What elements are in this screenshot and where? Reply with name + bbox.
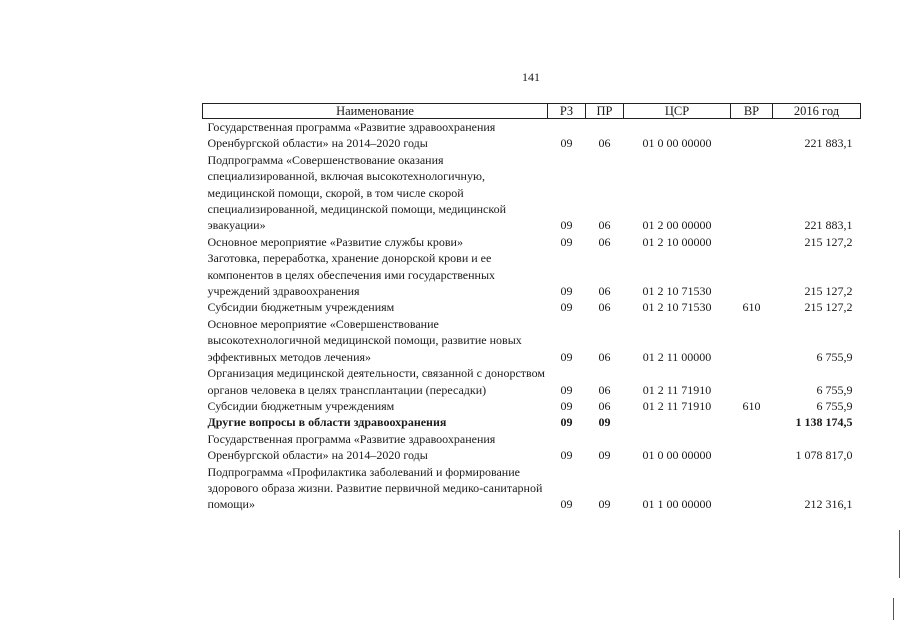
cell-vr: 610 bbox=[742, 398, 761, 413]
table-row bbox=[203, 464, 861, 513]
cell-vr bbox=[731, 414, 773, 430]
cell-rz: 09 bbox=[560, 448, 573, 463]
cell-csr: 01 2 10 71530 bbox=[642, 284, 712, 299]
cell-csr bbox=[624, 414, 731, 430]
scan-mark bbox=[899, 530, 900, 578]
column-header-pr: ПР bbox=[586, 104, 624, 119]
budget-table bbox=[202, 103, 861, 513]
cell-amount: 221 883,1 bbox=[804, 136, 853, 151]
cell-rz: 09 bbox=[560, 398, 573, 413]
cell-csr: 01 2 11 00000 bbox=[642, 349, 712, 364]
cell-pr: 06 bbox=[598, 218, 611, 233]
table-header-row bbox=[203, 104, 861, 119]
cell-rz: 09 bbox=[560, 349, 573, 364]
cell-csr: 01 0 00 00000 bbox=[642, 448, 712, 463]
cell-amount: 221 883,1 bbox=[804, 218, 853, 233]
table-row bbox=[203, 152, 861, 234]
cell-vr bbox=[731, 365, 773, 398]
cell-pr: 06 bbox=[598, 136, 611, 151]
cell-vr bbox=[731, 152, 773, 234]
cell-name: Субсидии бюджетным учреждениям bbox=[207, 300, 395, 315]
table-row bbox=[203, 119, 861, 152]
cell-name: Подпрограмма «Совершенствование оказания специализированной, включая высокотехнологичную, медицинской помощи, скорой, в том числе скорой специализированной, медицинской помощи, медицинской эвакуации» bbox=[207, 152, 507, 233]
column-header-rz: РЗ bbox=[548, 104, 586, 119]
cell-amount: 215 127,2 bbox=[804, 234, 853, 249]
cell-rz: 09 bbox=[560, 234, 573, 249]
cell-amount: 6 755,9 bbox=[816, 349, 853, 364]
table-row bbox=[203, 414, 861, 430]
cell-csr: 01 1 00 00000 bbox=[642, 497, 712, 512]
cell-amount: 1 138 174,5 bbox=[795, 415, 853, 430]
table-row bbox=[203, 365, 861, 398]
cell-pr: 06 bbox=[598, 398, 611, 413]
cell-amount: 215 127,2 bbox=[804, 300, 853, 315]
table-row bbox=[203, 299, 861, 315]
cell-rz: 09 bbox=[560, 218, 573, 233]
cell-csr: 01 2 10 00000 bbox=[642, 234, 712, 249]
table-row bbox=[203, 398, 861, 414]
cell-amount: 1 078 817,0 bbox=[795, 448, 853, 463]
cell-csr: 01 2 00 00000 bbox=[642, 218, 712, 233]
cell-amount: 212 316,1 bbox=[804, 497, 853, 512]
cell-pr: 06 bbox=[598, 234, 611, 249]
column-header-amount: 2016 год bbox=[773, 104, 861, 119]
cell-rz: 09 bbox=[560, 136, 573, 151]
table-body bbox=[203, 119, 861, 513]
cell-rz: 09 bbox=[560, 415, 573, 430]
cell-rz: 09 bbox=[560, 300, 573, 315]
cell-csr: 01 2 10 71530 bbox=[642, 300, 712, 315]
cell-rz: 09 bbox=[560, 382, 573, 397]
cell-vr bbox=[731, 119, 773, 152]
table-row bbox=[203, 431, 861, 464]
cell-pr: 06 bbox=[598, 382, 611, 397]
cell-vr bbox=[731, 234, 773, 250]
cell-vr bbox=[731, 316, 773, 365]
table-row bbox=[203, 234, 861, 250]
cell-vr bbox=[731, 464, 773, 513]
cell-pr: 09 bbox=[598, 497, 611, 512]
cell-name: Организация медицинской деятельности, связанной с донорством органов человека в целях трансплантации (пересадки) bbox=[207, 366, 545, 397]
cell-name: Другие вопросы в области здравоохранения bbox=[207, 415, 447, 430]
cell-csr: 01 2 11 71910 bbox=[642, 398, 712, 413]
cell-pr: 06 bbox=[598, 349, 611, 364]
cell-csr: 01 0 00 00000 bbox=[642, 136, 712, 151]
cell-pr: 09 bbox=[598, 448, 611, 463]
cell-name: Подпрограмма «Профилактика заболеваний и формирование здорового образа жизни. Развитие первичной медико-санитарной помощи» bbox=[207, 464, 543, 512]
scan-mark bbox=[893, 598, 894, 620]
table-row bbox=[203, 250, 861, 299]
column-header-csr: ЦСР bbox=[624, 104, 731, 119]
cell-csr: 01 2 11 71910 bbox=[642, 382, 712, 397]
cell-rz: 09 bbox=[560, 497, 573, 512]
column-header-name: Наименование bbox=[203, 104, 548, 119]
cell-vr bbox=[731, 250, 773, 299]
cell-amount: 6 755,9 bbox=[816, 382, 853, 397]
table-row bbox=[203, 316, 861, 365]
cell-vr bbox=[731, 431, 773, 464]
cell-amount: 6 755,9 bbox=[816, 398, 853, 413]
cell-amount: 215 127,2 bbox=[804, 284, 853, 299]
cell-name: Основное мероприятие «Совершенствование высокотехнологичной медицинской помощи, развитие новых эффективных методов лечения» bbox=[207, 316, 522, 364]
cell-name: Субсидии бюджетным учреждениям bbox=[207, 398, 395, 413]
cell-pr: 06 bbox=[598, 300, 611, 315]
cell-rz: 09 bbox=[560, 284, 573, 299]
cell-name: Заготовка, переработка, хранение донорской крови и ее компонентов в целях обеспечения ими государственных учреждений здравоохранения bbox=[207, 251, 496, 299]
cell-pr: 06 bbox=[598, 284, 611, 299]
cell-vr: 610 bbox=[742, 300, 761, 315]
cell-name: Государственная программа «Развитие здравоохранения Оренбургской области» на 2014–2020 годы bbox=[207, 120, 496, 151]
cell-name: Государственная программа «Развитие здравоохранения Оренбургской области» на 2014–2020 годы bbox=[207, 431, 496, 463]
column-header-vr: ВР bbox=[731, 104, 773, 119]
cell-name: Основное мероприятие «Развитие службы крови» bbox=[207, 234, 463, 249]
cell-pr: 09 bbox=[598, 415, 611, 430]
page-number: 141 bbox=[522, 70, 540, 84]
